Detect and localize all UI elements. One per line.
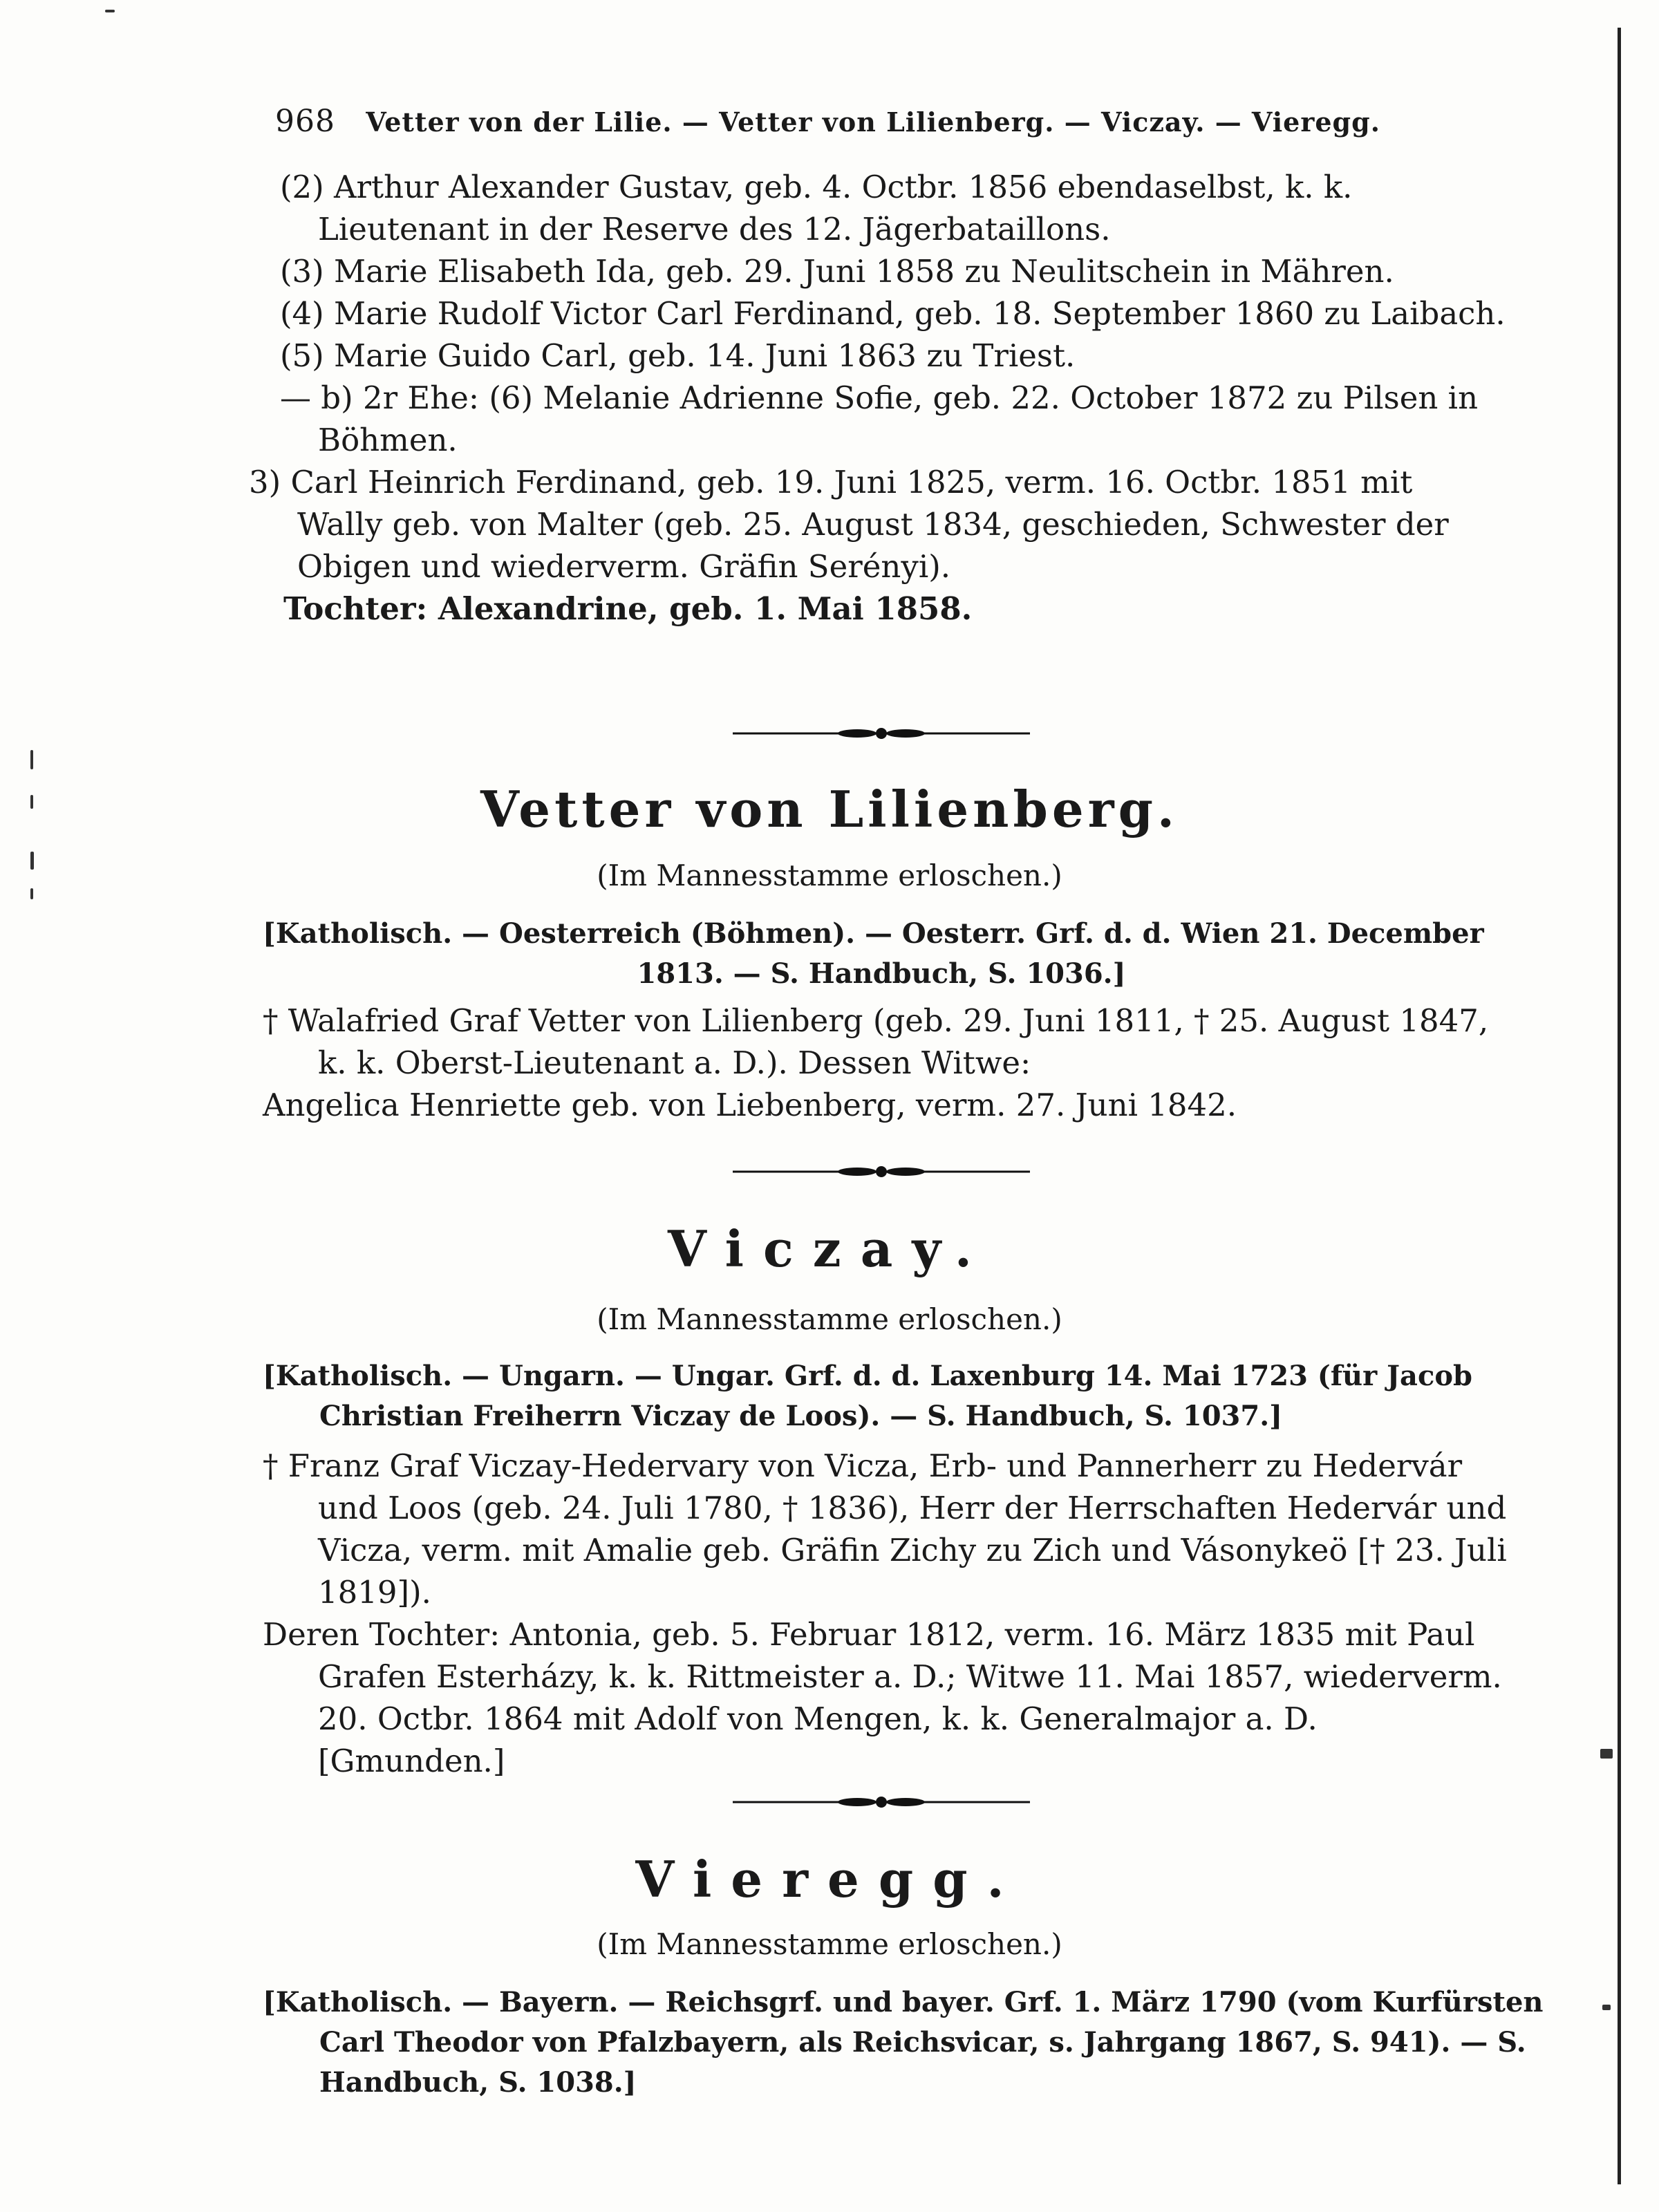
entry-angelica: Angelica Henriette geb. von Liebenberg, verm. 27. Juni 1842. — [263, 1087, 1237, 1123]
print-speck — [1602, 2005, 1611, 2010]
entry-franz: † Franz Graf Viczay-Hedervary von Vicza, Erb- und Pannerherr zu Hedervár und Loos (geb. 24. Juli 1780, † 1836), Herr der Herrschaften Hedervár und Vicza, verm. mit Amalie geb. Gräfin Zichy zu Zich und Vásonykeö [† 23. Juli 1819]). — [263, 1447, 1507, 1611]
print-speck — [1600, 1749, 1613, 1759]
section-subtitle-lilienberg: (Im Mannesstamme erloschen.) — [597, 859, 1062, 892]
print-speck — [30, 795, 33, 809]
section-note-vieregg: [Katholisch. — Bayern. — Reichsgrf. und bayer. Grf. 1. März 1790 (vom Kurfürsten Carl Theodor von Pfalzbayern, als Reichsvicar, s. Jahrgang 1867, S. 941). — S. Handbuch, S. 1038.] — [263, 1986, 1544, 2099]
ornamental-divider — [726, 723, 1037, 744]
running-title: Vetter von der Lilie. — Vetter von Lilienberg. — Viczay. — Vieregg. — [366, 106, 1380, 138]
page-number: 968 — [275, 104, 335, 139]
section-title-vieregg: Vieregg. — [635, 1850, 1024, 1909]
ornamental-divider — [726, 1161, 1037, 1182]
running-header — [275, 104, 1464, 139]
facing-page-gutter — [1618, 28, 1621, 2184]
section-note-lilienberg — [263, 914, 1500, 994]
entry-marie-rudolf: (4) Marie Rudolf Victor Carl Ferdinand, geb. 18. September 1860 zu Laibach. — [280, 295, 1506, 332]
entry-marie-elisabeth: (3) Marie Elisabeth Ida, geb. 29. Juni 1858 zu Neulitschein in Mähren. — [280, 253, 1394, 290]
note-line: 1813. — S. Handbuch, S. 1036.] — [637, 957, 1126, 990]
entry-arthur: (2) Arthur Alexander Gustav, geb. 4. Octbr. 1856 ebendaselbst, k. k. Lieutenant in der Reserve des 12. Jägerbataillons. — [280, 169, 1353, 247]
note-line: [Katholisch. — Oesterreich (Böhmen). — Oesterr. Grf. d. d. Wien 21. December — [263, 917, 1484, 950]
section-title-lilienberg: Vetter von Lilienberg. — [480, 780, 1179, 838]
section-note-viczay: [Katholisch. — Ungarn. — Ungar. Grf. d. d. Laxenburg 14. Mai 1723 (für Jacob Christian Freiherrn Viczay de Loos). — S. Handbuch, S. 1037.] — [263, 1360, 1472, 1432]
ornamental-divider — [726, 1792, 1037, 1812]
print-speck — [30, 852, 34, 870]
entry-tochter-alexandrine: Tochter: Alexandrine, geb. 1. Mai 1858. — [283, 590, 973, 627]
print-speck — [30, 750, 33, 769]
continued-genealogy — [249, 166, 1507, 630]
section-title-viczay: Viczay. — [668, 1219, 991, 1278]
section-body-lilienberg — [263, 1000, 1507, 1126]
entry-walafried: † Walafried Graf Vetter von Lilienberg (geb. 29. Juni 1811, † 25. August 1847, k. k. Oberst-Lieutenant a. D.). Dessen Witwe: — [263, 1002, 1489, 1081]
section-body-viczay — [263, 1445, 1507, 1782]
entry-marie-guido: (5) Marie Guido Carl, geb. 14. Juni 1863 zu Triest. — [280, 337, 1076, 374]
section-subtitle-vieregg: (Im Mannesstamme erloschen.) — [597, 1927, 1062, 1961]
section-subtitle-viczay: (Im Mannesstamme erloschen.) — [597, 1302, 1062, 1336]
entry-carl-heinrich: 3) Carl Heinrich Ferdinand, geb. 19. Juni 1825, verm. 16. Octbr. 1851 mit Wally geb. von Malter (geb. 25. August 1834, geschieden, Schwester der Obigen und wiederverm. Gräfin Serényi). — [249, 464, 1449, 585]
print-speck — [105, 10, 115, 12]
entry-antonia: Deren Tochter: Antonia, geb. 5. Februar 1812, verm. 16. März 1835 mit Paul Grafen Esterházy, k. k. Rittmeister a. D.; Witwe 11. Mai 1857, wiederverm. 20. Octbr. 1864 mit Adolf von Mengen, k. k. Generalmajor a. D. [Gmunden.] — [263, 1616, 1502, 1779]
print-speck — [30, 888, 33, 899]
entry-melanie: — b) 2r Ehe: (6) Melanie Adrienne Sofie, geb. 22. October 1872 zu Pilsen in Böhmen. — [280, 379, 1479, 458]
